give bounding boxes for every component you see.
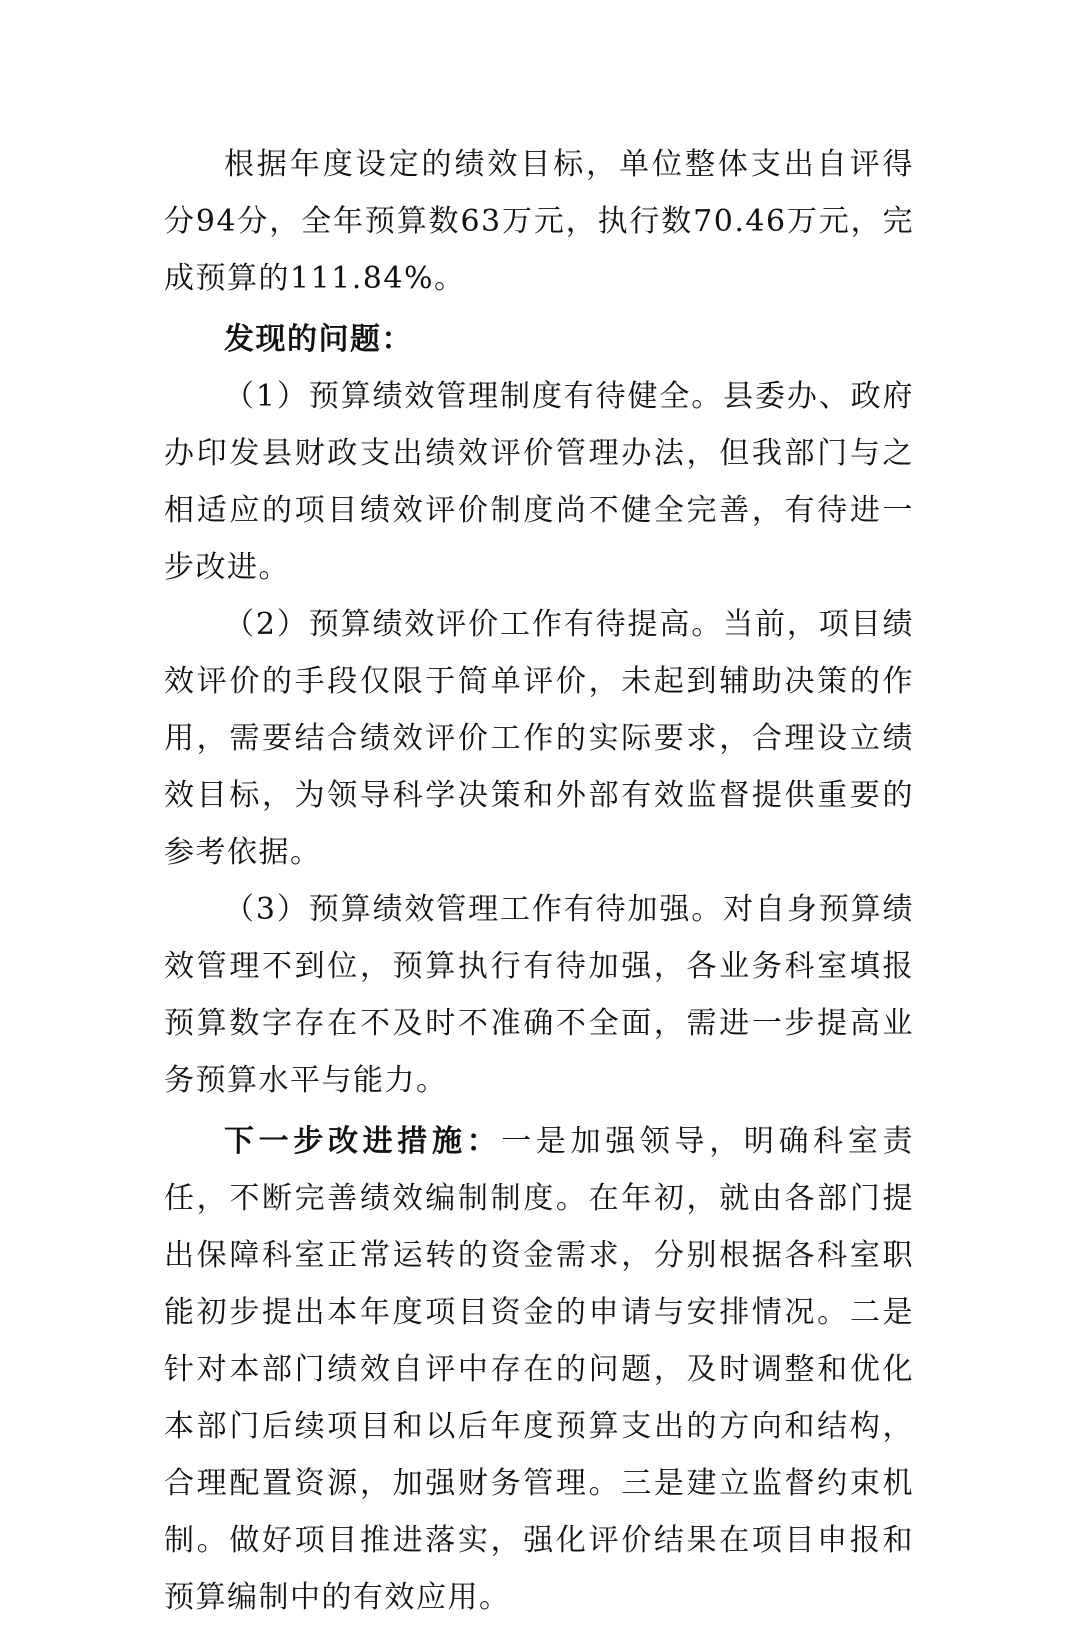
document-body <box>164 136 914 1626</box>
problem-3-paragraph: （3）预算绩效管理工作有待加强。对自身预算绩效管理不到位，预算执行有待加强，各业务科室填报预算数字存在不及时不准确不全面，需进一步提高业务预算水平与能力。 <box>164 892 914 1098</box>
measures-paragraph <box>164 1113 914 1626</box>
problem-2-paragraph: （2）预算绩效评价工作有待提高。当前，项目绩效评价的手段仅限于简单评价，未起到辅助决策的作用，需要结合绩效评价工作的实际要求，合理设立绩效目标，为领导科学决策和外部有效监督提供重要的参考依据。 <box>164 607 914 870</box>
problems-heading: 发现的问题： <box>224 322 413 357</box>
measures-text: 一是加强领导，明确科室责任，不断完善绩效编制制度。在年初，就由各部门提出保障科室正常运转的资金需求，分别根据各科室职能初步提出本年度项目资金的申请与安排情况。二是针对本部门绩效自评中存在的问题，及时调整和优化本部门后续项目和以后年度预算支出的方向和结构，合理配置资源，加强财务管理。三是建立监督约束机制。做好项目推进落实，强化评价结果在项目申报和预算编制中的有效应用。 <box>164 1124 915 1615</box>
summary-paragraph: 根据年度设定的绩效目标，单位整体支出自评得分94分，全年预算数63万元，执行数70.46万元，完成预算的111.84%。 <box>164 147 914 296</box>
measures-label: 下一步改进措施： <box>224 1124 502 1159</box>
problem-1-paragraph: （1）预算绩效管理制度有待健全。县委办、政府办印发县财政支出绩效评价管理办法，但我部门与之相适应的项目绩效评价制度尚不健全完善，有待进一步改进。 <box>164 379 914 585</box>
